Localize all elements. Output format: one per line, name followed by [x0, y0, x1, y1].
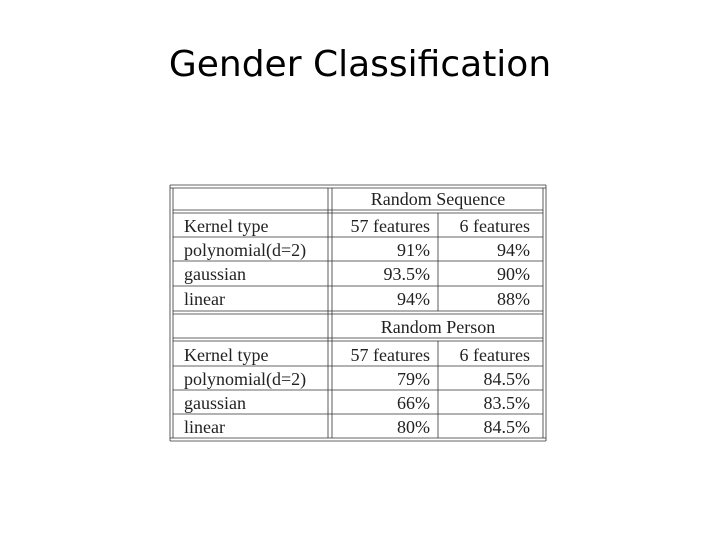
table2-row2-57: 66%: [397, 393, 430, 413]
table2-row3-kernel: linear: [184, 417, 225, 437]
table1-row3-kernel: linear: [184, 289, 225, 309]
table2-row2-6: 83.5%: [483, 393, 530, 413]
table1-row1-kernel: polynomial(d=2): [184, 240, 307, 260]
slide-title: Gender Classification: [168, 44, 552, 85]
table1-row2-57: 93.5%: [383, 264, 430, 284]
table2-row3-57: 80%: [397, 417, 430, 437]
table2-row1-6: 84.5%: [483, 369, 530, 389]
results-table: [168, 183, 548, 443]
table2-row1-kernel: polynomial(d=2): [184, 369, 307, 389]
table1-header-57: 57 features: [350, 216, 430, 236]
table2-row3-6: 84.5%: [483, 417, 530, 437]
table1-row2-6: 90%: [497, 264, 530, 284]
table1-row3-57: 94%: [397, 289, 430, 309]
table2-row2-kernel: gaussian: [184, 393, 246, 413]
table1-header-kernel: Kernel type: [184, 216, 269, 236]
table2-title: Random Person: [380, 317, 496, 337]
table1-row3-6: 88%: [497, 289, 530, 309]
table1-row1-57: 91%: [397, 240, 430, 260]
table2-header-kernel: Kernel type: [184, 345, 269, 365]
table1-row1-6: 94%: [497, 240, 530, 260]
table1-title: Random Sequence: [370, 189, 506, 209]
table2-row1-57: 79%: [397, 369, 430, 389]
table2-header-6: 6 features: [459, 345, 530, 365]
table1-row2-kernel: gaussian: [184, 264, 246, 284]
table2-header-57: 57 features: [350, 345, 430, 365]
table1-header-6: 6 features: [459, 216, 530, 236]
